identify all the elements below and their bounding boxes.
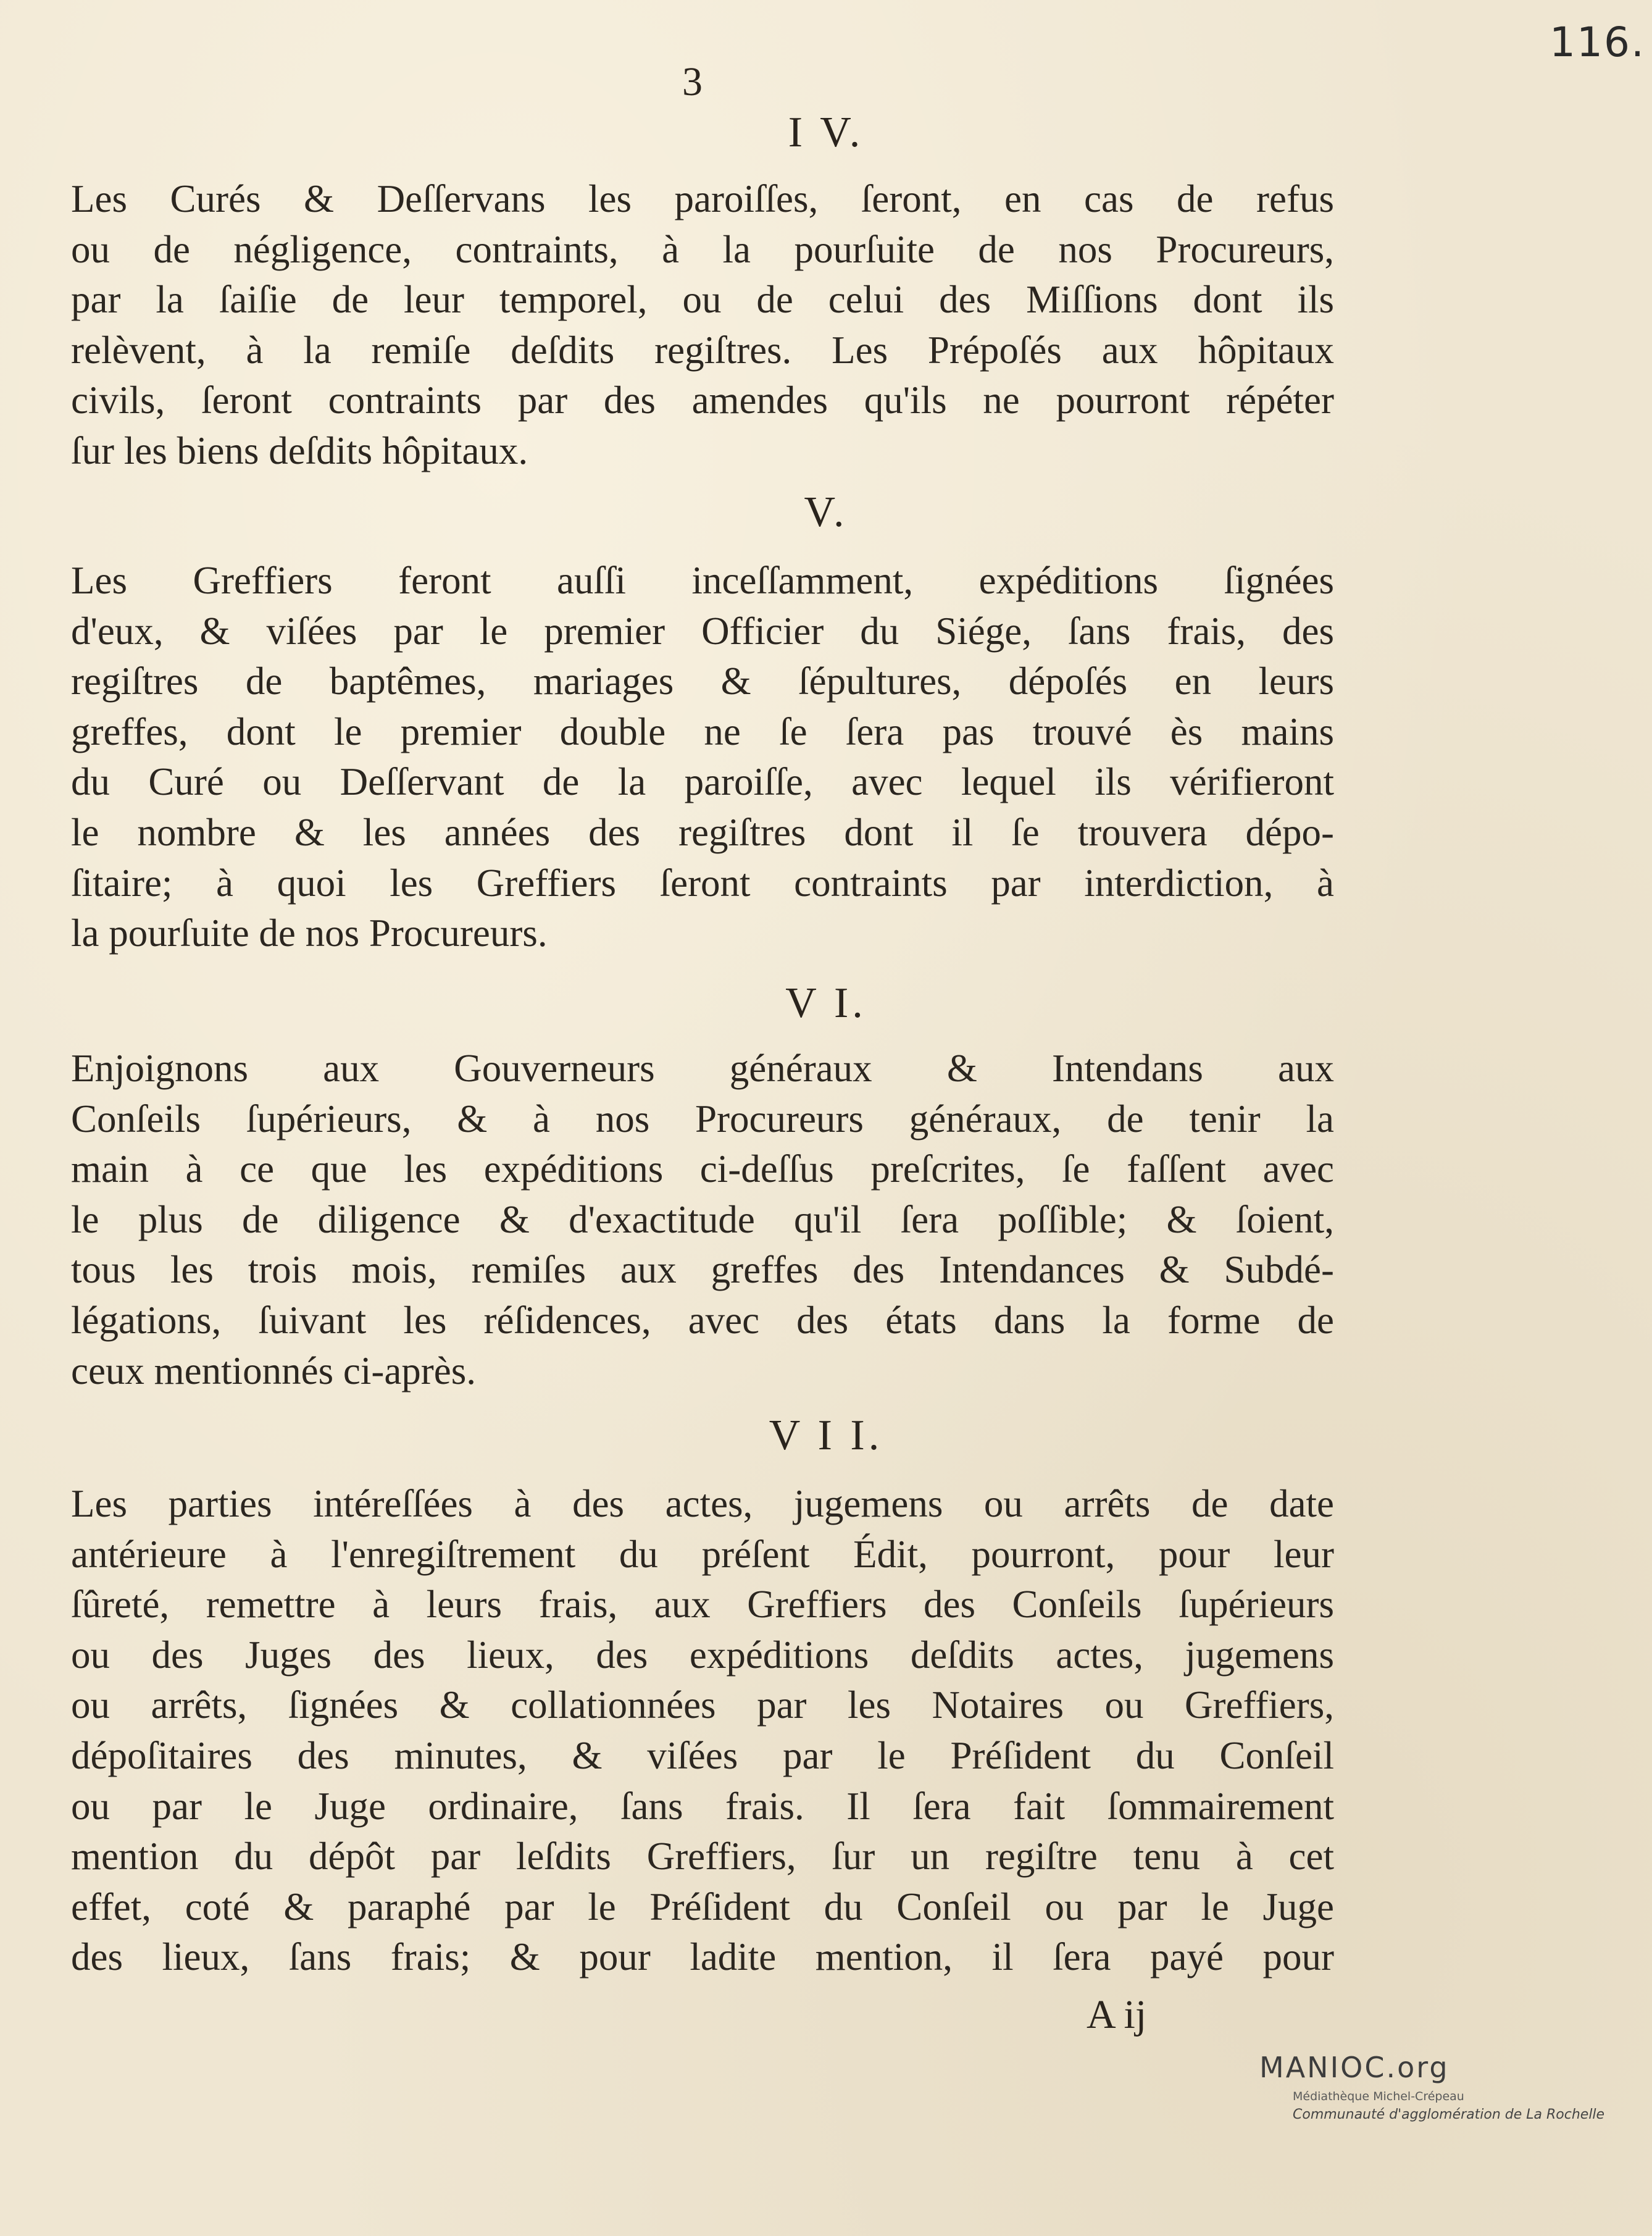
article-heading-v: V. — [804, 488, 848, 536]
watermark-community: Communauté d'agglomération de La Rochelle — [1293, 2107, 1605, 2122]
text-line: légations, ſuivant les réſidences, avec des états dans la forme de — [71, 1298, 1334, 1342]
catchword-signature: A ij — [1087, 1992, 1147, 2037]
text-line: ſûreté, remettre à leurs frais, aux Greffiers des Conſeils ſupérieurs — [71, 1583, 1334, 1627]
article-paragraph-vi — [71, 1044, 1334, 1396]
article-paragraph-vii — [71, 1479, 1334, 1983]
text-line: regiſtres de baptêmes, mariages & ſépultures, dépoſés en leurs — [71, 659, 1334, 703]
watermark-library: Médiathèque Michel-Crépeau — [1293, 2090, 1464, 2103]
page-number: 3 — [682, 59, 703, 104]
text-line: effet, coté & paraphé par le Préſident du Conſeil ou par le Juge — [71, 1885, 1334, 1928]
text-line: ou de négligence, contraints, à la pourſuite de nos Procureurs, — [71, 227, 1334, 271]
text-line: greffes, dont le premier double ne ſe ſera pas trouvé ès mains — [71, 710, 1334, 753]
text-line: ſitaire; à quoi les Greffiers ſeront contraints par interdiction, à — [71, 861, 1334, 905]
text-line: ou arrêts, ſignées & collationnées par les Notaires ou Greffiers, — [71, 1683, 1334, 1727]
watermark-brand: MANIOC.org — [1259, 2051, 1450, 2084]
text-line: Les Curés & Deſſervans les paroiſſes, ſeront, en cas de refus — [71, 177, 1334, 220]
text-line: dépoſitaires des minutes, & viſées par le Préſident du Conſeil — [71, 1733, 1334, 1777]
text-line: le plus de diligence & d'exactitude qu'il ſera poſſible; & ſoient, — [71, 1197, 1334, 1241]
text-line: par la ſaiſie de leur temporel, ou de celui des Miſſions dont ils — [71, 278, 1334, 322]
article-heading-vii: V I I. — [769, 1412, 883, 1459]
article-heading-vi: V I. — [785, 979, 867, 1027]
text-line: relèvent, à la remiſe deſdits regiſtres. Les Prépoſés aux hôpitaux — [71, 328, 1334, 372]
folio-number: 116. — [1550, 19, 1645, 66]
text-line: ou par le Juge ordinaire, ſans frais. Il ſera fait ſommairement — [71, 1784, 1334, 1828]
text-line: la pourſuite de nos Procureurs. — [71, 911, 548, 955]
text-line: ſur les biens deſdits hôpitaux. — [71, 429, 528, 472]
text-line: ceux mentionnés ci-après. — [71, 1349, 476, 1392]
text-line: le nombre & les années des regiſtres dont il ſe trouvera dépo- — [71, 810, 1334, 854]
text-line: Les Greffiers feront auſſi inceſſamment, expéditions ſignées — [71, 559, 1334, 602]
text-line: Les parties intéreſſées à des actes, jugemens ou arrêts de date — [71, 1482, 1334, 1525]
library-watermark — [1259, 2050, 1630, 2122]
text-line: civils, ſeront contraints par des amendes qu'ils ne pourront répéter — [71, 379, 1334, 422]
article-paragraph-v — [71, 556, 1334, 959]
article-heading-iv: I V. — [788, 109, 864, 156]
text-line: Conſeils ſupérieurs, & à nos Procureurs généraux, de tenir la — [71, 1097, 1334, 1141]
text-line: Enjoignons aux Gouverneurs généraux & Intendans aux — [71, 1047, 1334, 1090]
text-line: tous les trois mois, remiſes aux greffes des Intendances & Subdé- — [71, 1248, 1334, 1292]
article-paragraph-iv — [71, 174, 1334, 477]
text-line: antérieure à l'enregiſtrement du préſent Édit, pourront, pour leur — [71, 1532, 1334, 1576]
text-line: mention du dépôt par leſdits Greffiers, ſur un regiſtre tenu à cet — [71, 1835, 1334, 1878]
text-line: des lieux, ſans frais; & pour ladite mention, il ſera payé pour — [71, 1935, 1334, 1979]
text-line: du Curé ou Deſſervant de la paroiſſe, avec lequel ils vérifieront — [71, 760, 1334, 804]
text-line: d'eux, & viſées par le premier Officier du Siége, ſans frais, des — [71, 609, 1334, 653]
text-line: ou des Juges des lieux, des expéditions deſdits actes, jugemens — [71, 1633, 1334, 1677]
text-line: main à ce que les expéditions ci-deſſus preſcrites, ſe faſſent avec — [71, 1147, 1334, 1191]
